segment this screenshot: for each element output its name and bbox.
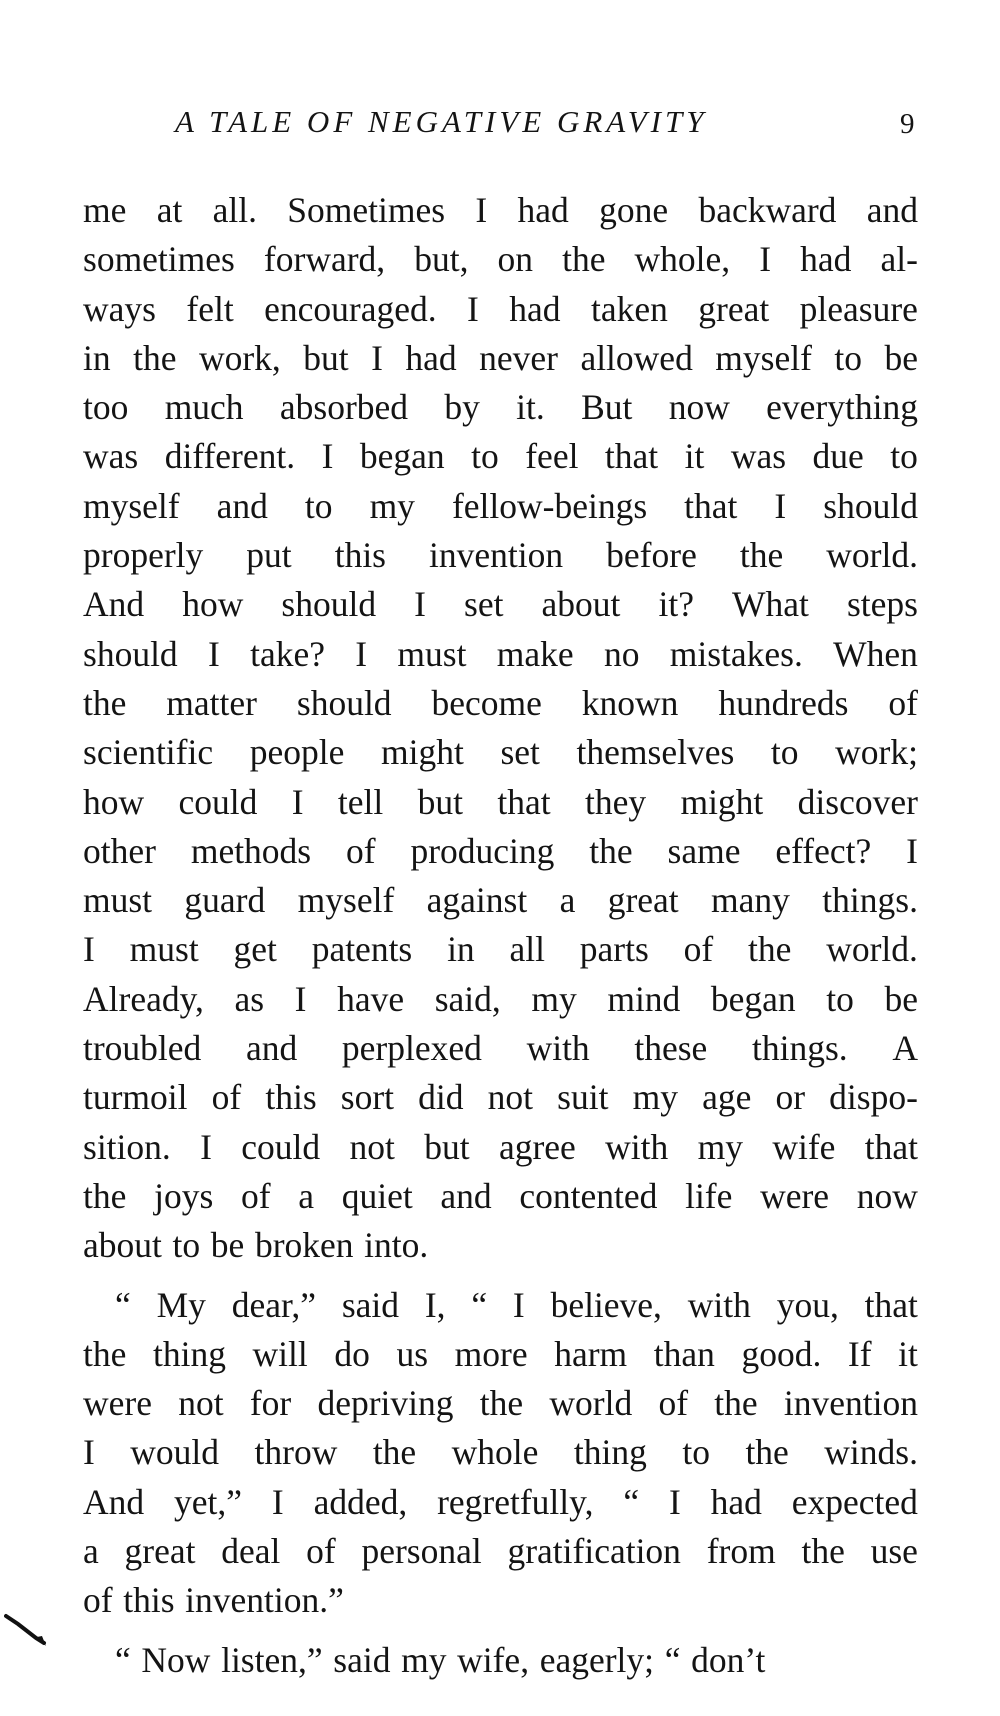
text-line: me at all. Sometimes I had gone backward and bbox=[83, 190, 918, 230]
margin-pencil-mark bbox=[4, 1610, 54, 1660]
text-line: “ My dear,” said I, “ I believe, with you, that bbox=[115, 1284, 918, 1325]
text-line: sition. I could not but agree with my wife that bbox=[83, 1126, 918, 1167]
text-line: properly put this invention before the world. bbox=[83, 535, 918, 576]
text-line: And how should I set about it? What steps bbox=[83, 584, 918, 625]
text-line: the joys of a quiet and contented life were now bbox=[83, 1175, 918, 1216]
text-line: troubled and perplexed with these things. A bbox=[83, 1028, 918, 1069]
text-line: myself and to my fellow-beings that I should bbox=[83, 485, 918, 526]
text-line: about to be broken into. bbox=[83, 1225, 429, 1266]
text-line: the matter should become known hundreds of bbox=[83, 682, 918, 723]
text-line: was different. I began to feel that it was due to bbox=[83, 436, 918, 477]
text-line: too much absorbed by it. But now everything bbox=[83, 387, 918, 428]
text-line: other methods of producing the same effect? I bbox=[83, 830, 918, 871]
text-line: of this invention.” bbox=[83, 1580, 344, 1621]
body-text bbox=[83, 186, 918, 1685]
text-line: were not for depriving the world of the invention bbox=[83, 1383, 918, 1424]
text-line: turmoil of this sort did not suit my age or dispo- bbox=[83, 1077, 918, 1118]
running-head bbox=[0, 104, 1000, 154]
text-line: a great deal of personal gratification from the use bbox=[83, 1531, 918, 1572]
text-line: in the work, but I had never allowed myself to be bbox=[83, 337, 918, 378]
text-line: sometimes forward, but, on the whole, I had al- bbox=[83, 239, 918, 280]
page-number: 9 bbox=[900, 108, 915, 140]
text-line: scientific people might set themselves to work; bbox=[83, 732, 918, 773]
text-line: how could I tell but that they might discover bbox=[83, 781, 918, 822]
text-line: And yet,” I added, regretfully, “ I had expected bbox=[83, 1481, 918, 1522]
text-line: must guard myself against a great many things. bbox=[83, 880, 918, 921]
text-line: ways felt encouraged. I had taken great pleasure bbox=[83, 288, 918, 329]
text-line: I must get patents in all parts of the world. bbox=[83, 929, 918, 970]
text-line: the thing will do us more harm than good. If it bbox=[83, 1333, 918, 1374]
running-title: A TALE OF NEGATIVE GRAVITY bbox=[175, 104, 708, 139]
text-line: I would throw the whole thing to the winds. bbox=[83, 1432, 918, 1473]
text-line: should I take? I must make no mistakes. When bbox=[83, 633, 918, 674]
text-line: Already, as I have said, my mind began to be bbox=[83, 978, 918, 1019]
text-line: “ Now listen,” said my wife, eagerly; “ don’t bbox=[115, 1639, 766, 1680]
